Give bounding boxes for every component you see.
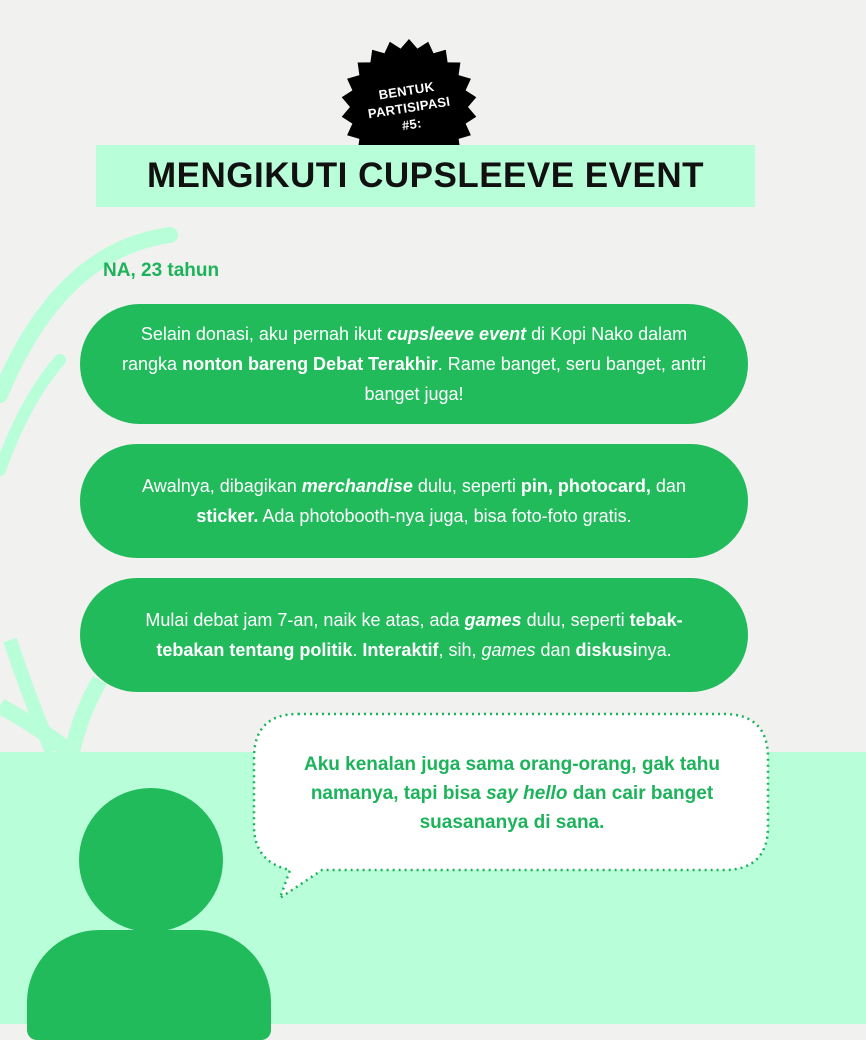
text-segment: . Rame banget, seru banget, antri banget juga! bbox=[364, 354, 706, 404]
text-segment: nonton bareng Debat Terakhir bbox=[182, 354, 438, 374]
speaker-label: NA, 23 tahun bbox=[103, 260, 220, 281]
speech-bubble-text bbox=[262, 750, 762, 837]
chat-bubble-text bbox=[114, 471, 714, 531]
text-segment: dulu, seperti bbox=[412, 476, 521, 496]
text-segment: Mulai debat jam 7-an, naik ke atas, ada bbox=[145, 610, 465, 630]
speech-bubble bbox=[250, 712, 772, 902]
text-segment: , sih, bbox=[438, 640, 482, 660]
chat-bubble-text bbox=[114, 605, 714, 665]
person-avatar-icon bbox=[79, 788, 223, 932]
text-segment: Selain donasi, aku pernah ikut bbox=[140, 324, 387, 344]
text-segment: Interaktif bbox=[362, 640, 439, 660]
text-segment: Awalnya, dibagikan bbox=[142, 476, 302, 496]
text-segment: games bbox=[481, 640, 536, 660]
text-segment: dan bbox=[650, 476, 686, 496]
chat-bubble-2 bbox=[80, 444, 748, 558]
text-segment: merchandise bbox=[301, 476, 413, 496]
text-segment: tebak-tebakan tentang politik bbox=[156, 610, 683, 660]
text-segment: say hello bbox=[486, 783, 568, 804]
title-banner bbox=[96, 145, 755, 207]
text-segment: cupsleeve event bbox=[387, 324, 527, 344]
text-segment: dan bbox=[535, 640, 576, 660]
text-segment: . bbox=[352, 640, 363, 660]
text-segment: di Kopi Nako dalam rangka bbox=[122, 324, 688, 374]
page-title: MENGIKUTI CUPSLEEVE EVENT bbox=[146, 156, 705, 195]
text-segment: dan cair banget suasananya di sana. bbox=[419, 783, 714, 833]
badge-label: BENTUK PARTISIPASI #5: bbox=[366, 78, 452, 133]
text-segment: games bbox=[464, 610, 522, 630]
chat-bubble-text bbox=[114, 319, 714, 409]
text-segment: Ada photobooth-nya juga, bisa foto-foto gratis. bbox=[258, 506, 632, 526]
text-segment: sticker. bbox=[196, 506, 259, 526]
text-segment: Aku kenalan juga sama orang-orang, gak tahu namanya, tapi bisa bbox=[304, 754, 720, 804]
chat-bubble-1 bbox=[80, 304, 748, 424]
chat-bubble-3 bbox=[80, 578, 748, 692]
text-segment: dulu, seperti bbox=[521, 610, 630, 630]
text-segment: nya. bbox=[637, 640, 672, 660]
text-segment: pin, photocard, bbox=[520, 476, 651, 496]
text-segment: diskusi bbox=[575, 640, 638, 660]
